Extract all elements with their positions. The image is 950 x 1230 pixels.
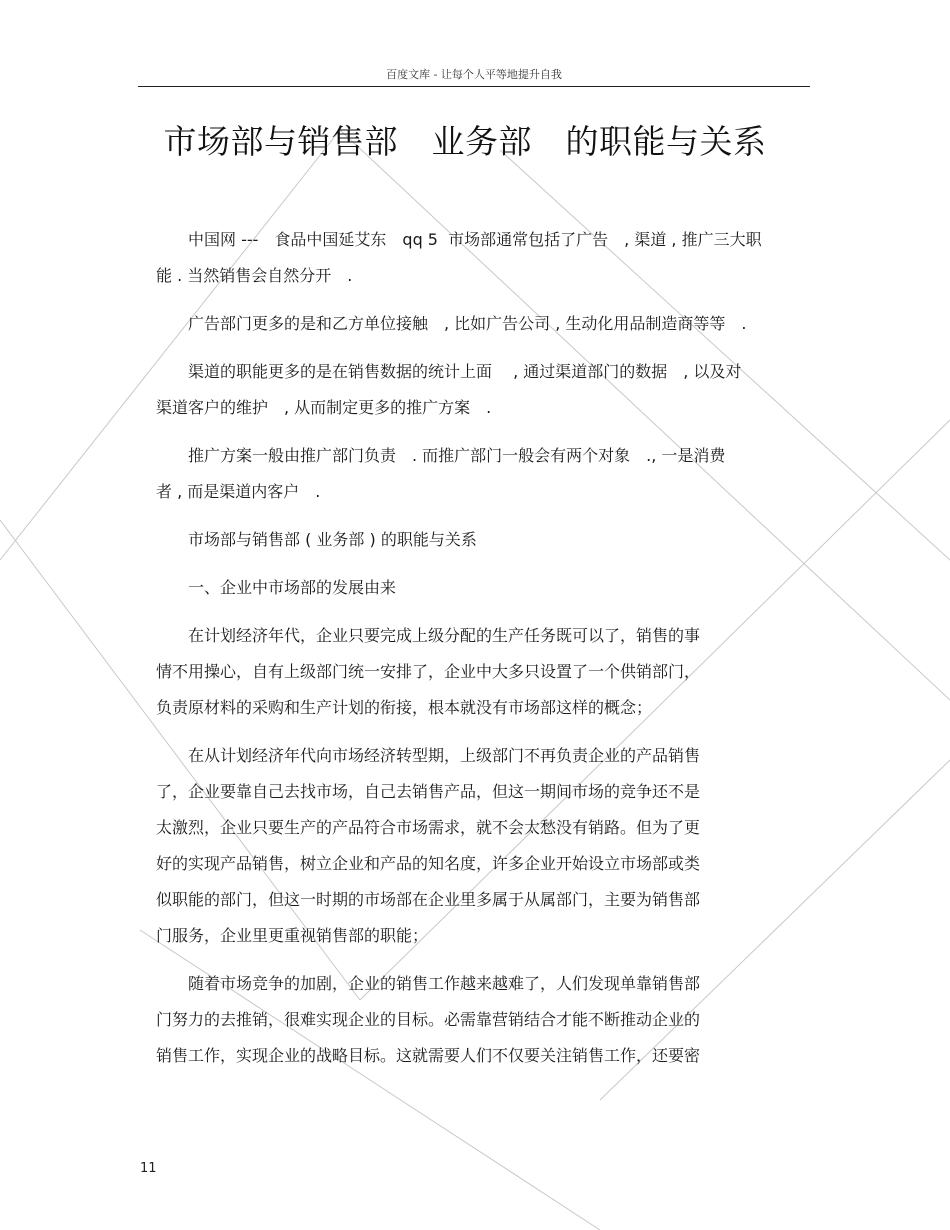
paragraph (156, 570, 796, 606)
paragraph-gap (156, 342, 796, 354)
text-line: 太激烈，企业只要生产的产品符合市场需求，就不会太愁没有销路。但为了更 (156, 818, 701, 837)
text-line: 随着市场竞争的加剧，企业的销售工作越来越难了，人们发现单靠销售部 (156, 974, 701, 993)
paragraph-gap (156, 426, 796, 438)
text-line: 一、企业中市场部的发展由来 (156, 578, 397, 597)
paragraph (156, 738, 796, 954)
paragraph (156, 354, 796, 426)
text-line: 了，企业要靠自己去找市场，自己去销售产品，但这一期间市场的竞争还不是 (156, 782, 701, 801)
text-line: 情不用操心，自有上级部门统一安排了，企业中大多只设置了一个供销部门， (156, 662, 701, 681)
text-line: 广告部门更多的是和乙方单位接触 , 比如广告公司 , 生动化用品制造商等等 . (156, 314, 747, 333)
paragraph-gap (156, 558, 796, 570)
text-line: 门服务，企业里更重视销售部的职能； (156, 926, 429, 945)
text-line: 渠道客户的维护 , 从而制定更多的推广方案 . (156, 398, 492, 417)
paragraph (156, 306, 796, 342)
paragraph (156, 618, 796, 726)
text-line: 在从计划经济年代向市场经济转型期，上级部门不再负责企业的产品销售 (156, 746, 701, 765)
paragraph (156, 438, 796, 510)
paragraph-gap (156, 510, 796, 522)
text-line: 销售工作，实现企业的战略目标。这就需要人们不仅要关注销售工作，还要密 (156, 1046, 701, 1065)
page-number: 11 (140, 1161, 157, 1176)
document-body (156, 222, 796, 1074)
paragraph-gap (156, 726, 796, 738)
text-line: 市场部与销售部 ( 业务部 ) 的职能与关系 (156, 530, 477, 549)
paragraph (156, 222, 796, 294)
document-title: 市场部与销售部 业务部 的职能与关系 (163, 122, 767, 161)
paragraph (156, 522, 796, 558)
text-line: 推广方案一般由推广部门负责 . 而推广部门一般会有两个对象 ., 一是消费 (156, 446, 726, 465)
text-line: 好的实现产品销售，树立企业和产品的知名度，许多企业开始设立市场部或类 (156, 854, 701, 873)
text-line: 似职能的部门，但这一时期的市场部在企业里多属于从属部门，主要为销售部 (156, 890, 701, 909)
text-line: 在计划经济年代，企业只要完成上级分配的生产任务既可以了，销售的事 (156, 626, 701, 645)
paragraph (156, 966, 796, 1074)
text-line: 门努力的去推销，很难实现企业的目标。必需靠营销结合才能不断推动企业的 (156, 1010, 701, 1029)
header-divider (138, 86, 810, 87)
text-line: 中国网 --- 食品中国延艾东 qq 5 市场部通常包括了广告 , 渠道 , 推广三大职 (156, 230, 762, 249)
paragraph-gap (156, 606, 796, 618)
text-line: 负责原材料的采购和生产计划的衔接，根本就没有市场部这样的概念； (156, 698, 653, 717)
page-header: 百度文库 - 让每个人平等地提升自我 (386, 68, 562, 81)
text-line: 能 . 当然销售会自然分开 . (156, 266, 353, 285)
text-line: 者 , 而是渠道内客户 . (156, 482, 321, 501)
paragraph-gap (156, 294, 796, 306)
text-line: 渠道的职能更多的是在销售数据的统计上面 , 通过渠道部门的数据 , 以及对 (156, 362, 742, 381)
paragraph-gap (156, 954, 796, 966)
